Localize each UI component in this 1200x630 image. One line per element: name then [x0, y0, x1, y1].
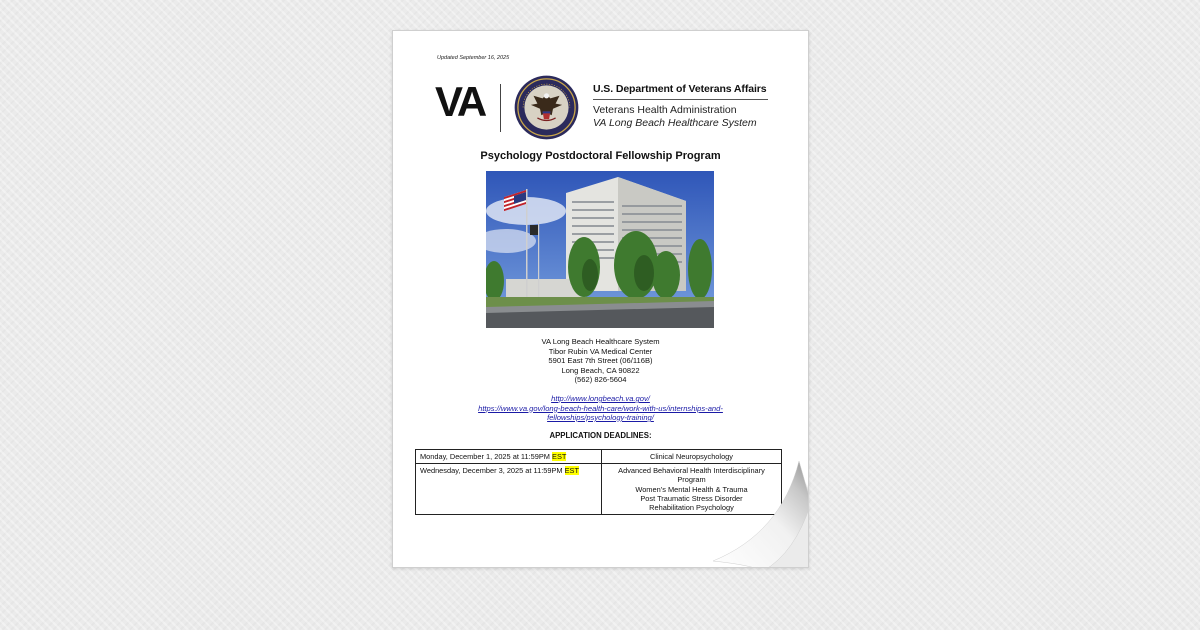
department-rule — [593, 99, 768, 100]
links-block — [393, 394, 808, 423]
longbeach-va-link[interactable]: http://www.longbeach.va.gov/ — [551, 394, 650, 403]
deadline-date-cell — [416, 464, 602, 515]
document-page — [392, 30, 809, 568]
address-line: 5901 East 7th Street (06/116B) — [548, 356, 653, 365]
va-logo-wordmark: VA — [435, 78, 485, 125]
address-line: VA Long Beach Healthcare System — [541, 337, 660, 346]
department-title: U.S. Department of Veterans Affairs — [593, 83, 767, 95]
deadline-date: Monday, December 1, 2025 at 11:59PM — [420, 452, 550, 461]
program-name: Program — [677, 475, 706, 485]
program-name: Advanced Behavioral Health Interdisciplinary — [618, 466, 765, 476]
va-seal-icon — [514, 75, 579, 140]
program-name: Post Traumatic Stress Disorder — [640, 493, 743, 503]
address-block — [393, 337, 808, 385]
hospital-building-photo — [486, 171, 714, 328]
healthcare-system-name: VA Long Beach Healthcare System — [593, 117, 757, 129]
timezone-highlight: EST — [552, 452, 567, 461]
administration-name: Veterans Health Administration — [593, 104, 737, 116]
psychology-training-link-part1[interactable]: https://www.va.gov/long-beach-health-care/work-with-us/internships-and- — [478, 403, 723, 413]
program-title: Psychology Postdoctoral Fellowship Program — [480, 150, 721, 162]
page-curl-icon — [711, 443, 809, 568]
timezone-highlight: EST — [564, 466, 579, 476]
psychology-training-link-part2[interactable]: fellowships/psychology-training/ — [547, 413, 654, 422]
deadline-date: Wednesday, December 3, 2025 at 11:59PM — [420, 466, 563, 476]
address-line: Long Beach, CA 90822 — [561, 365, 640, 375]
program-name: Clinical Neuropsychology — [650, 452, 733, 461]
phone-number: (562) 826-5604 — [574, 375, 627, 384]
deadlines-heading: APPLICATION DEADLINES: — [549, 431, 652, 440]
program-name: Women’s Mental Health & Trauma — [635, 484, 748, 494]
program-name: Rehabilitation Psychology — [649, 503, 734, 513]
deadline-date-cell — [416, 450, 602, 464]
logo-divider — [500, 84, 501, 132]
updated-date: Updated September 16, 2025 — [437, 55, 510, 61]
address-line: Tibor Rubin VA Medical Center — [548, 346, 653, 356]
